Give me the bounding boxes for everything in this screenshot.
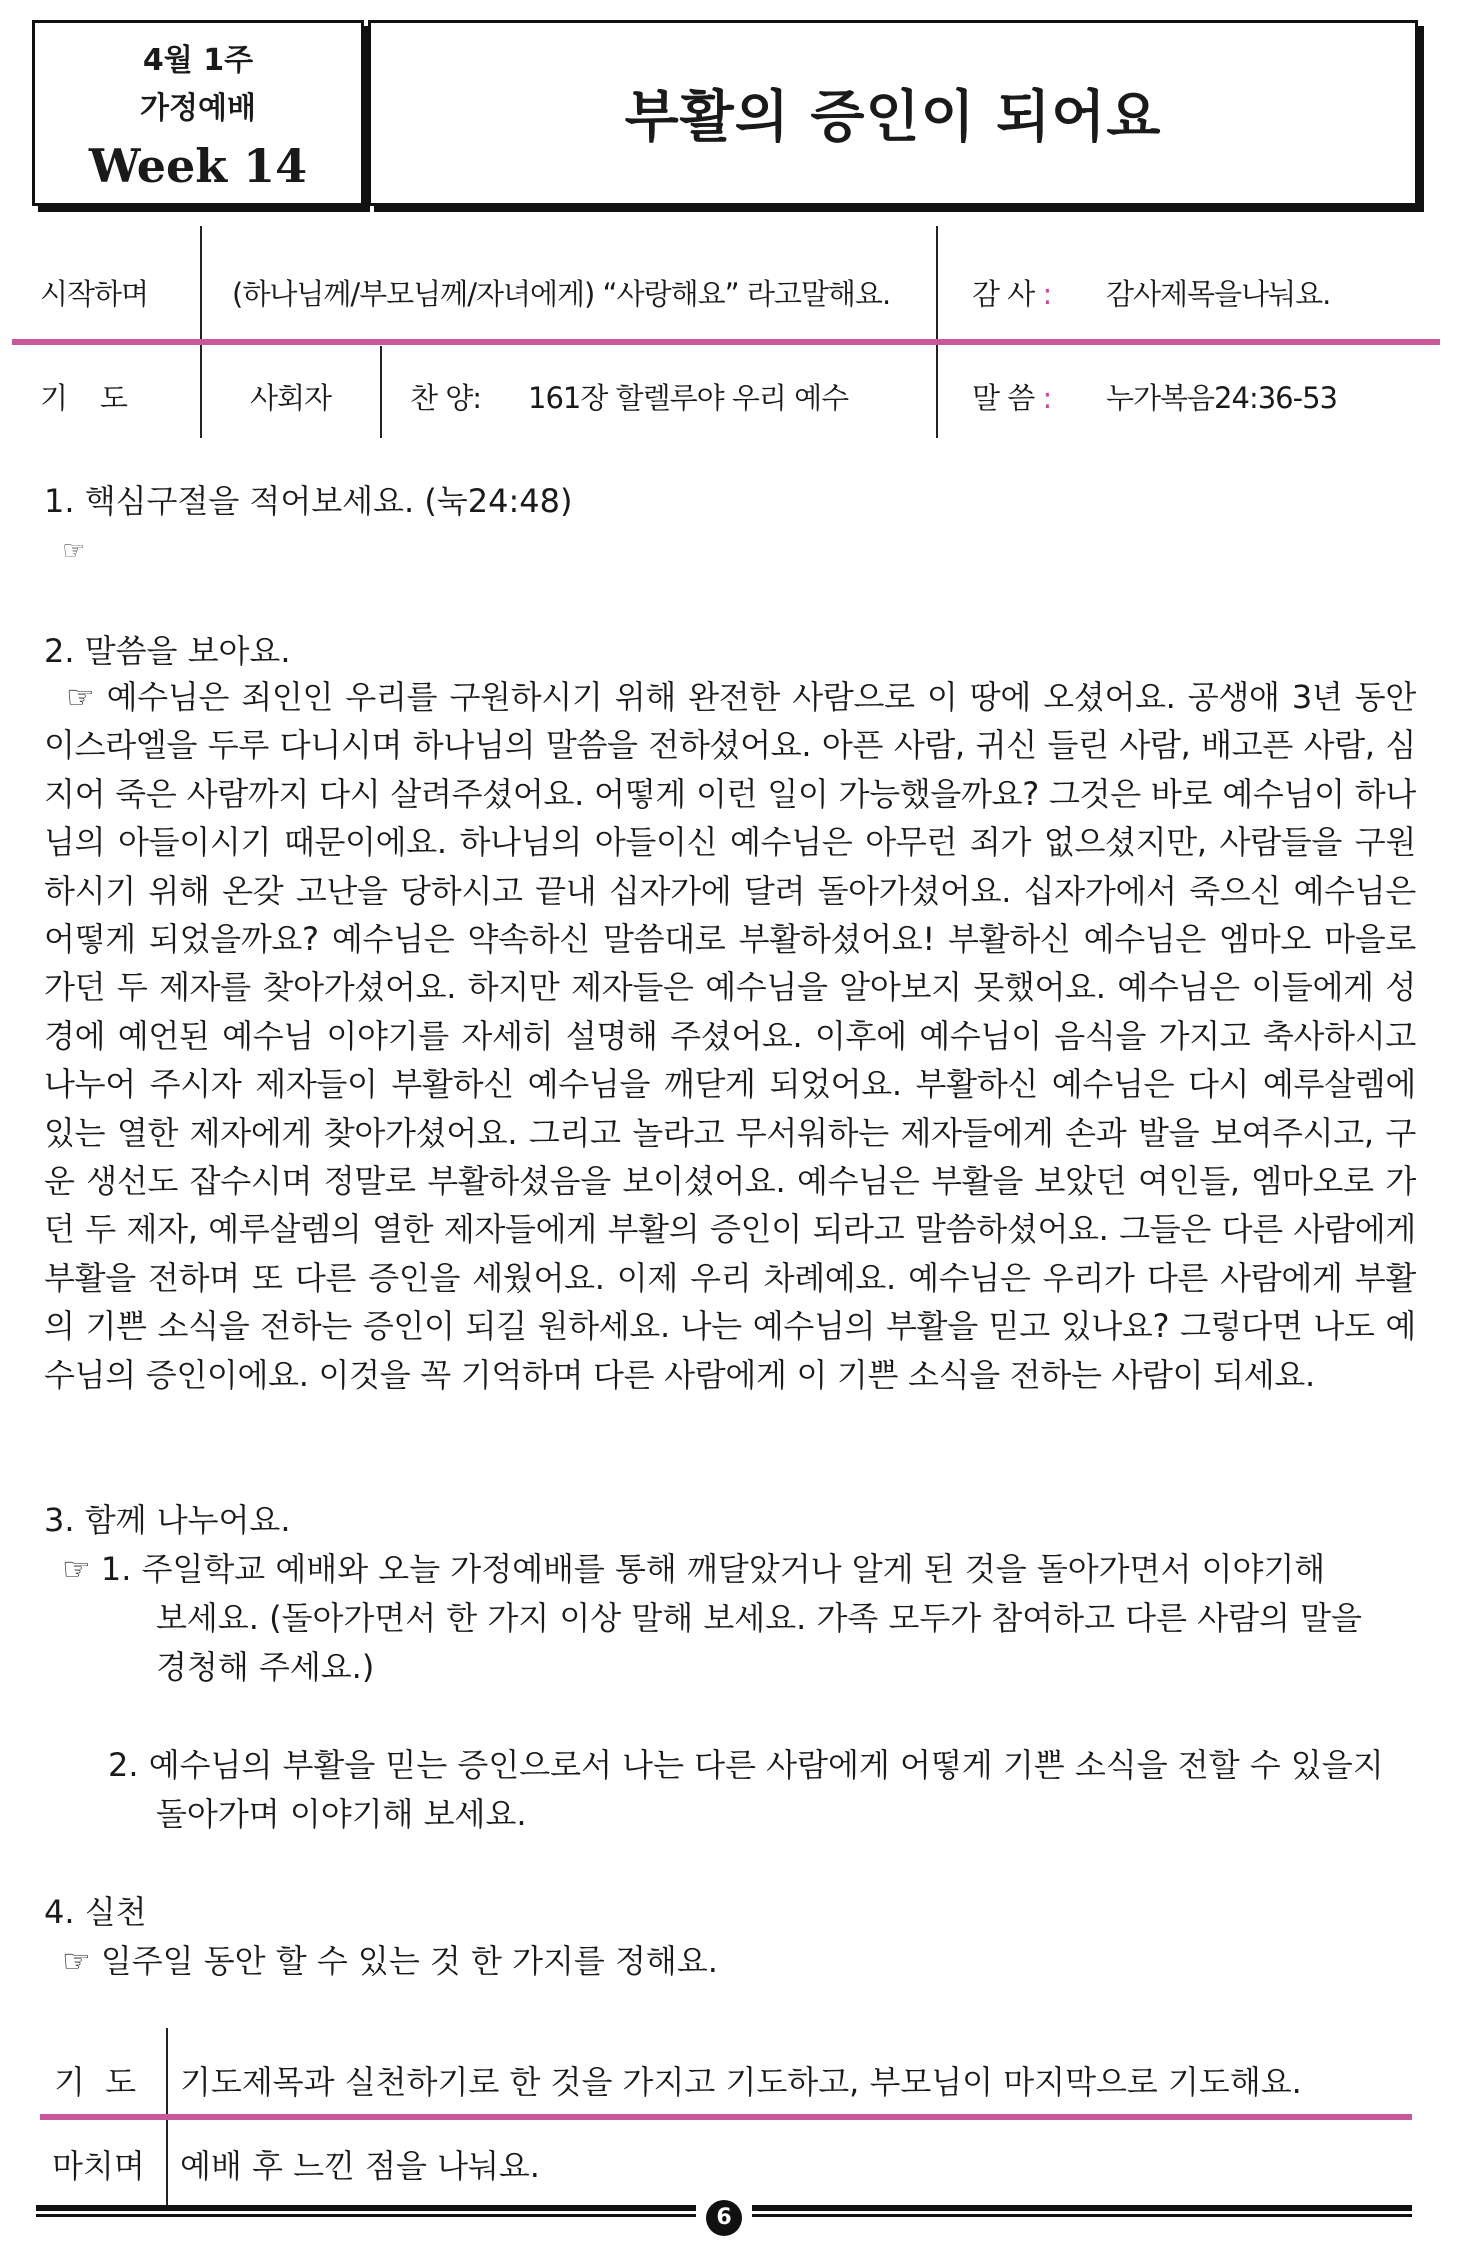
question-1-line-1: ☞ 1. 주일학교 예배와 오늘 가정예배를 통해 깨달았거나 알게 된 것을 돌아가면서 이야기해	[62, 1550, 1326, 1588]
page-number: 6	[706, 2200, 742, 2236]
section-1-heading: 1. 핵심구절을 적어보세요. (눅24:48)	[44, 482, 573, 520]
thanks-label: 감 사 :	[972, 277, 1052, 311]
closing-prayer-text: 기도제목과 실천하기로 한 것을 가지고 기도하고, 부모님이 마지막으로 기도해요.	[180, 2063, 1302, 2101]
presider-label: 사회자	[250, 381, 332, 415]
section-2-heading: 2. 말씀을 보아요.	[44, 632, 291, 670]
footer-rule	[36, 2205, 696, 2211]
word-label: 말 씀 :	[972, 381, 1052, 415]
table-divider	[380, 346, 382, 438]
thanks-text: 감사제목을나눠요.	[1106, 277, 1331, 311]
footer-rule	[36, 2214, 696, 2217]
question-1-line-2: 보세요. (돌아가면서 한 가지 이상 말해 보세요. 가족 모두가 참여하고 다른 사람의 말을	[156, 1599, 1362, 1637]
closing-end-text: 예배 후 느낀 점을 나눠요.	[180, 2147, 540, 2185]
hymn-text: 161장 할렐루야 우리 예수	[528, 381, 849, 415]
footer-rule	[752, 2214, 1412, 2217]
start-text: (하나님께/부모님께/자녀에게) “사랑해요” 라고말해요.	[232, 277, 891, 311]
question-2-line-1: 2. 예수님의 부활을 믿는 증인으로서 나는 다른 사람에게 어떻게 기쁜 소식을 전할 수 있을지	[108, 1746, 1384, 1784]
week-info-box	[32, 20, 364, 206]
table-divider	[936, 226, 938, 438]
closing-end-label: 마치며	[52, 2147, 145, 2185]
week-label: 4월 1주	[142, 43, 254, 78]
page-title: 부활의 증인이 되어요	[624, 85, 1162, 150]
pink-divider	[40, 2114, 1412, 2120]
hymn-label: 찬 양:	[410, 381, 482, 415]
practice-text: ☞ 일주일 동안 할 수 있는 것 한 가지를 정해요.	[62, 1942, 718, 1980]
title-box	[368, 20, 1418, 206]
question-2-line-2: 돌아가며 이야기해 보세요.	[156, 1795, 527, 1833]
section-3-heading: 3. 함께 나누어요.	[44, 1501, 291, 1539]
week-number: Week 14	[88, 139, 308, 193]
prayer-label: 기 도	[40, 381, 127, 415]
section-4-heading: 4. 실천	[44, 1893, 147, 1931]
category-label: 가정예배	[140, 91, 256, 126]
start-label: 시작하며	[40, 277, 149, 311]
question-1-line-3: 경청해 주세요.)	[156, 1648, 375, 1686]
table-divider	[200, 226, 202, 438]
sermon-text: ☞ 예수님은 죄인인 우리를 구원하시기 위해 완전한 사람으로 이 땅에 오셨어요. 공생애 3년 동안 이스라엘을 두루 다니시며 하나님의 말씀을 전하셨어요. 아픈 사람, 귀신 들린 사람, 배고픈 사람, 심지어 죽은 사람까지 다시 살려주셨어요. 어떻게 이런 일이 가능했을까요? 그것은 바로 예수님이 하나님의 아들이시기 때문이에요. 하나님의 아들이신 예수님은 아무런 죄가 없으셨지만, 사람들을 구원하시기 위해 온갖 고난을 당하시고 끝내 십자가에 달려 돌아가셨어요. 십자가에서 죽으신 예수님은 어떻게 되었을까요? 예수님은 약속하신 말씀대로 부활하셨어요! 부활하신 예수님은 엠마오 마을로 가던 두 제자를 찾아가셨어요. 하지만 제자들은 예수님을 알아보지 못했어요. 예수님은 이들에게 성경에 예언된 예수님 이야기를 자세히 설명해 주셨어요. 이후에 예수님이 음식을 가지고 축사하시고 나누어 주시자 제자들이 부활하신 예수님을 깨닫게 되었어요. 부활하신 예수님은 다시 예루살렘에 있는 열한 제자에게 찾아가셨어요. 그리고 놀라고 무서워하는 제자들에게 손과 발을 보여주시고, 구운 생선도 잡수시며 정말로 부활하셨음을 보이셨어요. 예수님은 부활을 보았던 여인들, 엠마오로 가던 두 제자, 예루살렘의 열한 제자들에게 부활의 증인이 되라고 말씀하셨어요. 그들은 다른 사람에게 부활을 전하며 또 다른 증인을 세웠어요. 이제 우리 차례예요. 예수님은 우리가 다른 사람에게 부활의 기쁜 소식을 전하는 증인이 되길 원하세요. 나는 예수님의 부활을 믿고 있나요? 그렇다면 나도 예수님의 증인이에요. 이것을 꼭 기억하며 다른 사람에게 이 기쁜 소식을 전하는 사람이 되세요.	[44, 678, 1416, 1394]
footer-rule	[752, 2205, 1412, 2211]
pointer-icon: ☞	[62, 536, 86, 566]
pink-divider	[12, 339, 1440, 345]
word-text: 누가복음24:36-53	[1106, 381, 1337, 415]
closing-prayer-label: 기 도	[54, 2063, 137, 2101]
